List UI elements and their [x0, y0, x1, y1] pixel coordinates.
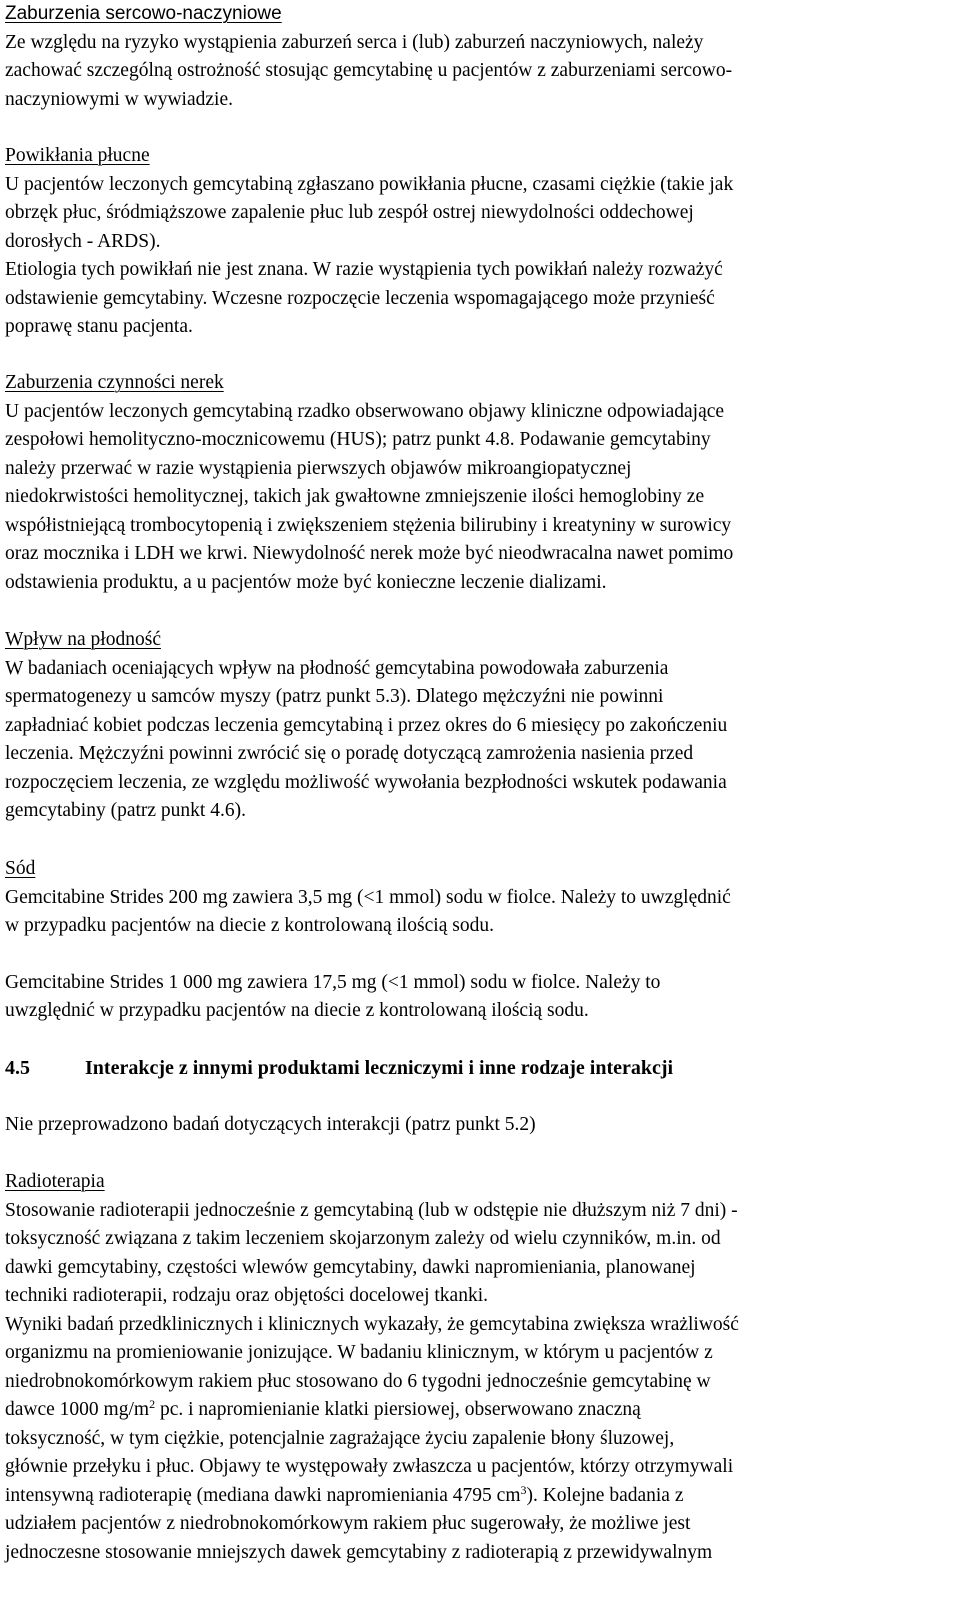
text-line: dawki gemcytabiny, częstości wlewów gemcytabiny, dawki napromieniania, planowanej	[5, 1256, 696, 1278]
section-title: Interakcje z innymi produktami leczniczymi i inne rodzaje interakcji	[85, 1057, 674, 1079]
text-line: dorosłych - ARDS).	[5, 230, 161, 252]
text-fragment: dawce 1000 mg/m	[5, 1399, 150, 1420]
text-fragment: ). Kolejne badania z	[526, 1484, 684, 1506]
section-heading-4-5	[5, 1054, 945, 1082]
section-fertility	[5, 626, 727, 826]
superscript: 3	[520, 1482, 527, 1497]
interactions-intro	[5, 1111, 536, 1140]
text-line: Wyniki badań przedklinicznych i klinicznych wykazały, że gemcytabina zwiększa wrażliwość	[5, 1313, 739, 1335]
paragraph-sodium-200	[5, 884, 731, 941]
paragraph-cardiovascular	[5, 29, 732, 115]
text-line: spermatogenezy u samców myszy (patrz punkt 5.3). Dlatego mężczyźni nie powinni	[5, 686, 664, 707]
text-line: naczyniowymi w wywiadzie.	[5, 88, 233, 110]
text-line: obrzęk płuc, śródmiąższowe zapalenie płuc lub zespół ostrej niewydolności oddechowej	[5, 202, 694, 223]
text-line: Nie przeprowadzono badań dotyczących interakcji (patrz punkt 5.2)	[5, 1114, 536, 1135]
heading-renal: Zaburzenia czynności nerek	[5, 372, 224, 393]
text-line: U pacjentów leczonych gemcytabiną rzadko obserwowano objawy kliniczne odpowiadające	[5, 400, 725, 422]
section-radiotherapy	[5, 1168, 739, 1567]
paragraph-pulmonary	[5, 171, 733, 342]
paragraph-radiotherapy	[5, 1197, 739, 1568]
text-line: toksyczność związana z takim leczeniem skojarzonym zależy od wielu czynników, m.in. od	[5, 1228, 721, 1249]
text-line: głównie przełyku i płuc. Objawy te występowały zwłaszcza u pacjentów, którzy otrzymywali	[5, 1456, 734, 1477]
paragraph-sodium-1000	[5, 969, 731, 1026]
text-line: odstawienia produktu, a u pacjentów może być konieczne leczenie dializami.	[5, 571, 607, 593]
text-line: Ze względu na ryzyko wystąpienia zaburzeń serca i (lub) zaburzeń naczyniowych, należy	[5, 31, 704, 53]
heading-sodium: Sód	[5, 858, 36, 879]
heading-cardiovascular: Zaburzenia sercowo-naczyniowe	[5, 3, 282, 24]
text-line: Gemcitabine Strides 1 000 mg zawiera 17,5 mg (<1 mmol) sodu w fiolce. Należy to	[5, 971, 661, 993]
text-line	[5, 1396, 739, 1425]
text-line: Etiologia tych powikłań nie jest znana. W razie wystąpienia tych powikłań należy rozważyć	[5, 259, 723, 280]
text-line: współistniejącą trombocytopenią i zwiększeniem stężenia bilirubiny i kreatyniny w surowicy	[5, 514, 732, 536]
text-line: odstawienie gemcytabiny. Wczesne rozpoczęcie leczenia wspomagającego może przynieść	[5, 287, 715, 309]
text-line: zespołowi hemolityczno-mocznicowemu (HUS); patrz punkt 4.8. Podawanie gemcytabiny	[5, 429, 711, 450]
section-number: 4.5	[5, 1057, 30, 1079]
text-line: organizmu na promieniowanie jonizujące. W badaniu klinicznym, w którym u pacjentów z	[5, 1342, 713, 1363]
text-line: rozpoczęciem leczenia, ze względu możliwość wywołania bezpłodności wskutek podawania	[5, 771, 727, 793]
text-line: uwzględnić w przypadku pacjentów na diecie z kontrolowaną ilością sodu.	[5, 1000, 589, 1021]
text-line: poprawę stanu pacjenta.	[5, 316, 193, 337]
text-line: oraz mocznika i LDH we krwi. Niewydolność nerek może być nieodwracalna nawet pomimo	[5, 543, 734, 564]
text-line: techniki radioterapii, rodzaju oraz objętości docelowej tkanki.	[5, 1285, 488, 1306]
text-line: U pacjentów leczonych gemcytabiną zgłaszano powikłania płucne, czasami ciężkie (takie jak	[5, 173, 734, 195]
text-line: gemcytabiny (patrz punkt 4.6).	[5, 800, 246, 821]
section-pulmonary	[5, 142, 733, 342]
text-line: Stosowanie radioterapii jednocześnie z gemcytabiną (lub w odstępie nie dłuższym niż 7 dni) -	[5, 1199, 738, 1221]
text-line: udziałem pacjentów z niedrobnokomórkowym rakiem płuc sugerowały, że możliwe jest	[5, 1513, 691, 1534]
text-line: zapładniać kobiet podczas leczenia gemcytabiną i przez okres do 6 miesięcy po zakończeniu	[5, 714, 728, 736]
text-fragment: pc. i napromienianie klatki piersiowej, obserwowano znaczną	[155, 1399, 641, 1420]
text-line: leczenia. Mężczyźni powinni zwrócić się o poradę dotyczącą zamrożenia nasienia przed	[5, 743, 694, 764]
text-line: niedokrwistości hemolitycznej, takich jak gwałtowne zmniejszenie ilości hemoglobiny ze	[5, 486, 705, 507]
text-line: toksyczność, w tym ciężkie, potencjalnie zagrażające życiu zapalenie błony śluzowej,	[5, 1427, 675, 1449]
heading-fertility: Wpływ na płodność	[5, 629, 161, 650]
paragraph-renal	[5, 398, 733, 598]
text-fragment: intensywną radioterapię (mediana dawki napromieniania 4795 cm	[5, 1484, 521, 1506]
text-line: W badaniach oceniających wpływ na płodność gemcytabina powodowała zaburzenia	[5, 657, 669, 679]
paragraph-fertility	[5, 655, 727, 826]
section-cardiovascular	[5, 0, 732, 114]
text-line: w przypadku pacjentów na diecie z kontrolowaną ilością sodu.	[5, 915, 494, 936]
text-line: Gemcitabine Strides 200 mg zawiera 3,5 mg (<1 mmol) sodu w fiolce. Należy to uwzględnić	[5, 886, 731, 908]
section-renal	[5, 369, 733, 597]
superscript: 2	[149, 1397, 156, 1411]
heading-pulmonary: Powikłania płucne	[5, 145, 150, 166]
text-line: należy przerwać w razie wystąpienia pierwszych objawów mikroangiopatycznej	[5, 457, 632, 479]
text-line: zachować szczególną ostrożność stosując gemcytabinę u pacjentów z zaburzeniami sercowo-	[5, 60, 733, 81]
section-sodium	[5, 855, 731, 1026]
text-line: jednoczesne stosowanie mniejszych dawek gemcytabiny z radioterapią z przewidywalnym	[5, 1541, 713, 1563]
text-line: niedrobnokomórkowym rakiem płuc stosowano do 6 tygodni jednocześnie gemcytabinę w	[5, 1370, 711, 1392]
heading-radiotherapy: Radioterapia	[5, 1171, 105, 1192]
text-line	[5, 1482, 739, 1511]
